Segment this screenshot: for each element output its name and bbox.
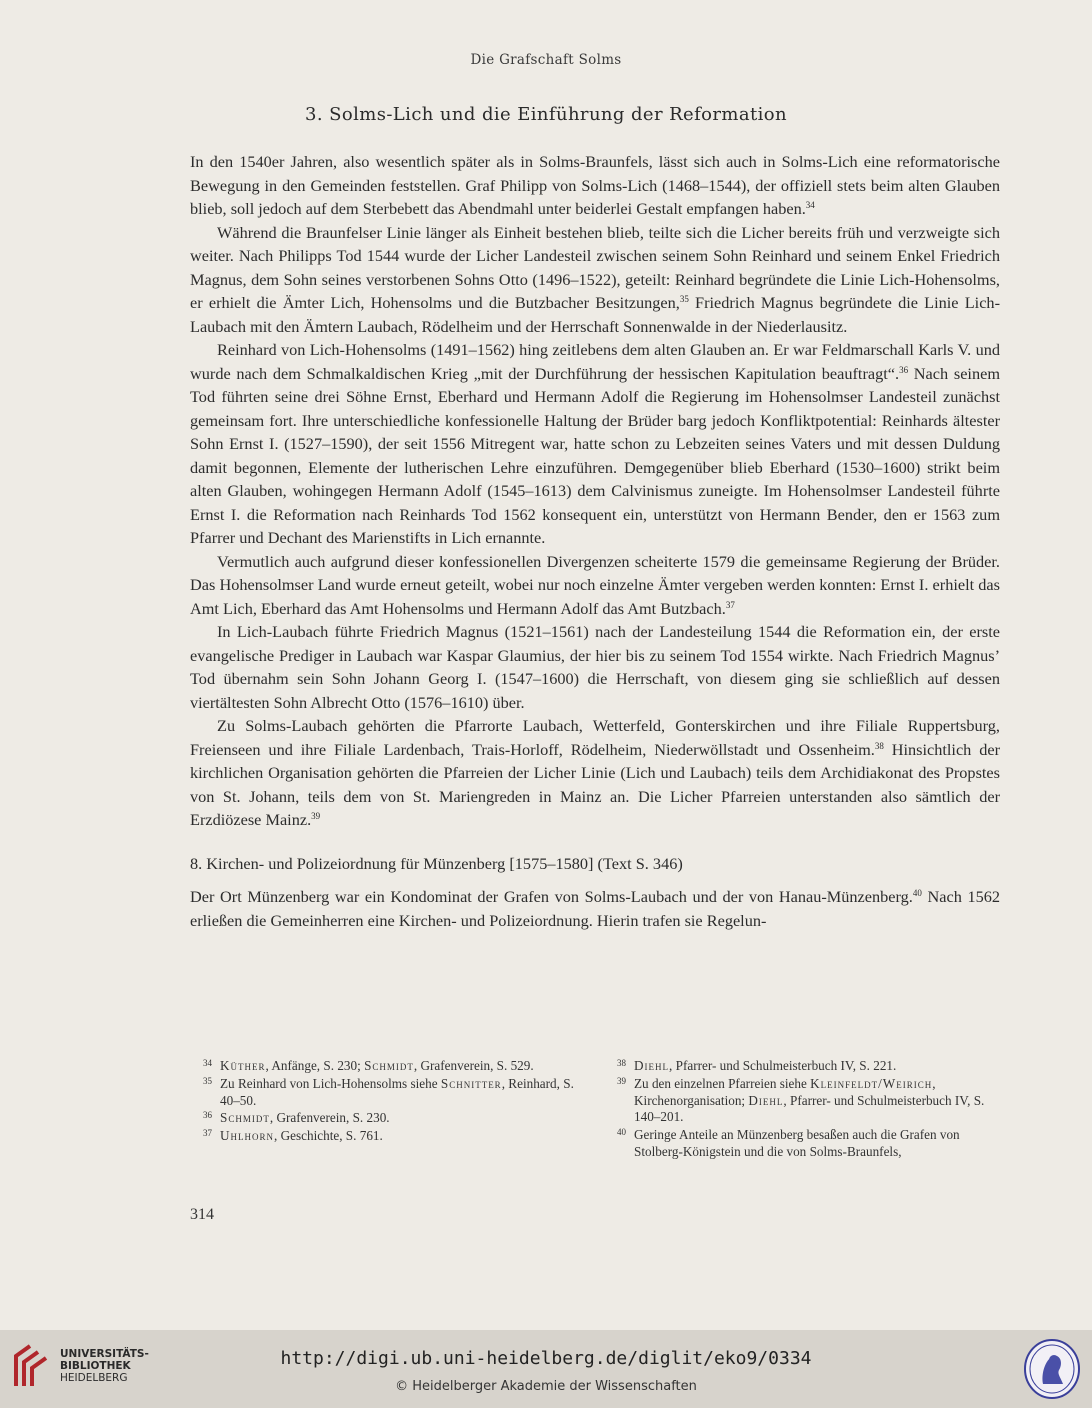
footnote-38: 38 Diehl, Pfarrer- und Schulmeisterbuch IV, S. 221. bbox=[617, 1058, 897, 1073]
running-head: Die Grafschaft Solms bbox=[470, 52, 622, 68]
paragraph-7: Der Ort Münzenberg war ein Kondominat der Grafen von Solms-Laubach und der von Hanau-Münzenberg.$^{40}$ Nach 1562 erließen die Gemeinherren eine Kirchen- und Polizeiordnung. Hierin trafen sie Regelun- bbox=[190, 887, 1001, 930]
footnote-ref: 35 bbox=[679, 294, 689, 304]
paragraph-5: In Lich-Laubach führte Friedrich Magnus (1521–1561) nach der Landesteilung 1544 die Reformation ein, der erste evangelische Prediger in Laubach war Kaspar Glaumius, der hier bis zu seinem Tod 1554 wirkte. Nach Friedrich Magnus’ Tod übernahm sein Sohn Johann Georg I. (1547–1600) die Herrschaft, von diesem ging sie schließlich auf dessen viertältesten Sohn Albrecht Otto (1576–1610) über. bbox=[190, 622, 1000, 712]
page-number: 314 bbox=[190, 1206, 214, 1223]
paragraph-3: Reinhard von Lich-Hohensolms (1491–1562) hing zeitlebens dem alten Glauben an. Er war Feldmarschall Karls V. und wurde nach dem Schmalkaldischen Krieg „mit der Durchführung der hessischen Kapitulation beauftragt“.$^{36}$ Nach seinem Tod führten seine drei Söhne Ernst, Eberhard und Hermann Adolf die Regierung im Hohensolmser Landesteil zunächst gemeinsam fort. Ihre unterschiedliche konfessionelle Haltung der Brüder barg jedoch Konfliktpotential: Reinhards ältester Sohn Ernst I. (1527–1590), der seit 1556 Mitregent war, hatte schon zu Lebzeiten seines Vaters und mit dessen Duldung damit begonnen, Elemente der lutherischen Lehre einzuführen. Demgegenüber blieb Eberhard (1530–1600) strikt beim alten Glauben, wohingegen Hermann Adolf (1545–1613) dem Calvinismus zuneigte. Im Hohensolmser Landesteil führte Ernst I. die Reformation nach Reinhards Tod 1562 konsequent ein, unterstützt von Hermann Bender, den er 1563 zum Pfarrer und Dechant des Marienstifts in Lich ernannte. bbox=[190, 340, 1000, 547]
footnote-37: 37 Uhlhorn, Geschichte, S. 761. bbox=[203, 1128, 383, 1144]
academy-seal-icon bbox=[1023, 1338, 1081, 1400]
footnote-39: 39 Zu den einzelnen Pfarreien siehe Kleinfeldt/Weirich, Kirchenorganisation; Diehl, Pfarrer- und Schulmeisterbuch IV, S. 140–201. bbox=[617, 1075, 985, 1125]
footnote-40: 40 Geringe Anteile an Münzenberg besaßen auch die Grafen von Stolberg-Königstein und die von Solms-Braunfels, bbox=[617, 1127, 960, 1159]
footnote-ref: 36 bbox=[899, 364, 909, 375]
footnote-ref: 34 bbox=[805, 200, 815, 210]
footnote-36: 36 Schmidt, Grafenverein, S. 230. bbox=[203, 1110, 390, 1126]
footnote-ref: 39 bbox=[311, 811, 321, 821]
footnote-ref: 38 bbox=[874, 740, 884, 751]
footnote-ref: 40 bbox=[912, 888, 922, 898]
footnotes-left bbox=[203, 1058, 590, 1146]
paragraph-1: In den 1540er Jahren, also wesentlich später als in Solms-Braunfels, lässt sich auch in Solms-Lich eine reformatorische Bewegung in den Gemeinden feststellen. Graf Philipp von Solms-Lich (1468–1544), der offiziell stets beim alten Glauben blieb, soll jedoch auf dem Sterbebett das Abendmahl unter beiderlei Gestalt empfangen haben.$^{34}$ bbox=[190, 152, 1000, 218]
section-subheading: 8. Kirchen- und Polizeiordnung für Münzenberg [1575–1580] (Text S. 346) bbox=[190, 853, 683, 873]
chapter-title: 3. Solms-Lich und die Einführung der Reformation bbox=[305, 104, 787, 125]
body-text bbox=[190, 150, 1000, 932]
viewer-footer bbox=[0, 1330, 1092, 1408]
permalink-url[interactable]: http://digi.ub.uni-heidelberg.de/diglit/eko9/0334 bbox=[280, 1348, 812, 1369]
footnote-35: 35 Zu Reinhard von Lich-Hohensolms siehe Schnitter, Reinhard, S. 40–50. bbox=[203, 1075, 574, 1108]
footnotes-right bbox=[617, 1058, 1004, 1162]
paragraph-6: Zu Solms-Laubach gehörten die Pfarrorte Laubach, Wetterfeld, Gonterskirchen und ihre Filiale Ruppertsburg, Freienseen und ihre Filiale Lardenbach, Trais-Horloff, Rödelheim, Niederwöllstadt und Ossenheim.$^{38}$ Hinsichtlich der kirchlichen Organisation gehörten die Pfarreien der Licher Linie (Lich und Laubach) teils dem Archidiakonat des Propstes von St. Johann, teils dem von St. Mariengreden in Mainz an. Die Licher Pfarreien unterstanden also sämtlich der Erzdiözese Mainz.$^{39}$ bbox=[190, 716, 1001, 829]
paragraph-2: Während die Braunfelser Linie länger als Einheit bestehen blieb, teilte sich die Licher bereits früh und verzweigte sich weiter. Nach Philipps Tod 1544 wurde der Licher Landesteil zwischen seinem Sohn Reinhard und seinem Enkel Friedrich Magnus, dem Sohn seines verstorbenen Sohns Otto (1496–1522), geteilt: Reinhard begründete die Linie Lich-Hohensolms, er erhielt die Ämter Lich, Hohensolms und die Butzbacher Besitzungen,$^{35}$ Friedrich Magnus begründete die Linie Lich-Laubach mit den Ämtern Laubach, Rödelheim und der Herrschaft Sonnenwalde in der Niederlausitz. bbox=[190, 222, 1000, 336]
copyright-notice: © Heidelberger Akademie der Wissenschaften bbox=[395, 1379, 697, 1394]
paragraph-4: Vermutlich auch aufgrund dieser konfessionellen Divergenzen scheiterte 1579 die gemeinsame Regierung der Brüder. Das Hohensolmser Land wurde erneut geteilt, wobei nur noch einzelne Ämter vergeben werden konnten: Ernst I. erhielt das Amt Lich, Eberhard das Amt Hohensolms und Hermann Adolf das Amt Butzbach.$^{37}$ bbox=[190, 551, 1000, 618]
library-name: UNIVERSITÄTS- BIBLIOTHEK HEIDELBERG bbox=[60, 1348, 149, 1384]
footnote-34: 34 Küther, Anfänge, S. 230; Schmidt, Grafenverein, S. 529. bbox=[203, 1058, 534, 1073]
footnote-ref: 37 bbox=[725, 599, 735, 610]
